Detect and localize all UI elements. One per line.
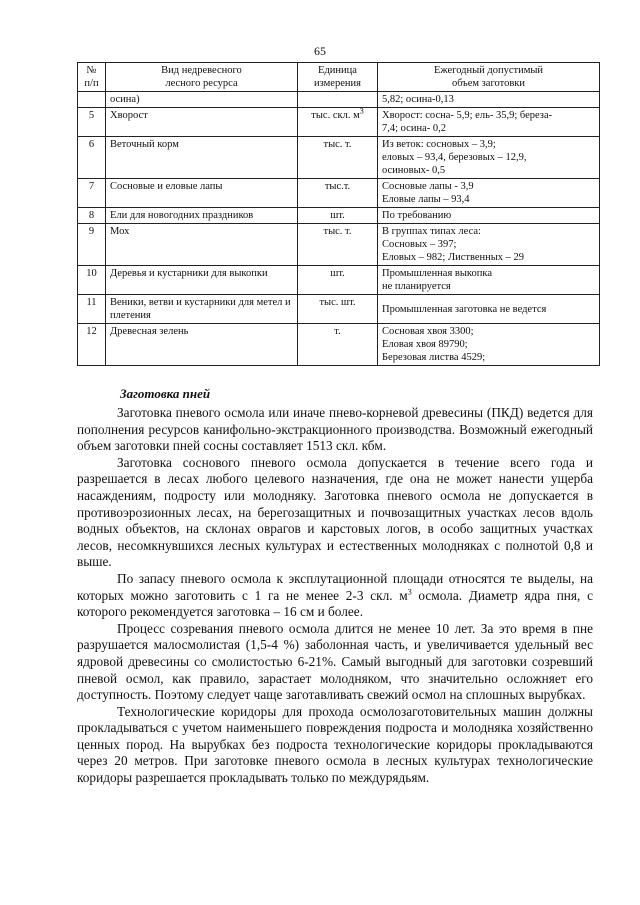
cell-no: 12 — [78, 324, 106, 366]
cell-kind: Древесная зелень — [106, 324, 298, 366]
page-number: 65 — [314, 44, 326, 58]
header-volume: Ежегодный допустимый объем заготовки — [378, 63, 600, 92]
paragraph: Процесс созревания пневого осмола длится не менее 10 лет. За это время в пне разрушается малосмолистая (1,5-4 %) заболонная часть, и увеличивается удельный вес ядровой древесины со смолистостью 6-21%. Самый выгодный для заготовки созревший пневой осмол, как правило, зарастает молодняком, что значительно осложняет его доступность. Поэтому следует чаще заготавливать свежий осмол на сплошных вырубках. — [77, 620, 593, 703]
table-row — [78, 324, 600, 366]
table-row — [78, 224, 600, 266]
cell-kind: Веники, ветви и кустарники для метел и плетения — [106, 295, 298, 324]
cell-unit: шт. — [298, 266, 378, 295]
table-row — [78, 137, 600, 179]
cell-kind: Веточный корм — [106, 137, 298, 179]
resource-table — [77, 62, 600, 366]
cell-volume: Сосновые лапы - 3,9 Еловые лапы – 93,4 — [378, 179, 600, 208]
table-row — [78, 208, 600, 224]
cell-no: 6 — [78, 137, 106, 179]
table-header-row — [78, 63, 600, 92]
cell-unit: т. — [298, 324, 378, 366]
cell-volume: По требованию — [378, 208, 600, 224]
paragraph: Заготовка соснового пневого осмола допускается в течение всего года и разрешается в лесах любого целевого назначения, где она не может нанести ущерба насаждениям, подросту или молоднякy. Заготовка пневого осмола не допускается в противоэрозионных лесах, на берегозащитных и почвозащитных участках лесов вдоль водных объектов, на склонах оврагов и карстовых логов, в особо защитных участках лесов, несомкнувшихся лесных культурах и естественных молодняках с полнотой 0,8 и выше. — [77, 454, 593, 570]
cell-unit: тыс. т. — [298, 224, 378, 266]
section-body — [77, 405, 593, 787]
cell-no: 11 — [78, 295, 106, 324]
cell-no: 5 — [78, 108, 106, 137]
cell-no: 9 — [78, 224, 106, 266]
paragraph: Заготовка пневого осмола или иначе пнево-корневой древесины (ПКД) ведется для пополнения ресурсов канифольно-экстракционного производства. Возможный ежегодный объем заготовки пней сосны составляет 1513 скл. кбм. — [77, 405, 593, 454]
cell-kind: Ели для новогодних праздников — [106, 208, 298, 224]
cell-unit: тыс. шт. — [298, 295, 378, 324]
cell-volume: Из веток: сосновых – 3,9; еловых – 93,4, березовых – 12,9, осиновых- 0,5 — [378, 137, 600, 179]
cell-volume: Хворост: сосна- 5,9; ель- 35,9; береза- 7,4; осина- 0,2 — [378, 108, 600, 137]
cell-kind: осина) — [106, 92, 298, 108]
cell-volume: В группах типах леса: Сосновых – 397; Еловых – 982; Лиственных – 29 — [378, 224, 600, 266]
section-title: Заготовка пней — [120, 386, 211, 401]
table-row — [78, 295, 600, 324]
table-row — [78, 108, 600, 137]
cell-kind: Сосновые и еловые лапы — [106, 179, 298, 208]
cell-kind: Мох — [106, 224, 298, 266]
table-row — [78, 179, 600, 208]
paragraph: По запасу пневого осмола к эксплутационной площади относятся те выделы, на которых можно заготовить с 1 га не менее 2-3 скл. $м^3$ осмола. Диаметр ядра пня, с которого рекомендуется заготовка – 16 см и более. — [77, 570, 593, 620]
cell-unit: тыс. т. — [298, 137, 378, 179]
header-unit: Единица измерения — [298, 63, 378, 92]
table-row-carry — [78, 92, 600, 108]
cell-kind: Деревья и кустарники для выкопки — [106, 266, 298, 295]
header-no: № п/п — [78, 63, 106, 92]
cell-no: 8 — [78, 208, 106, 224]
cell-kind: Хворост — [106, 108, 298, 137]
cell-volume: Промышленная выкопка не планируется — [378, 266, 600, 295]
cell-unit: шт. — [298, 208, 378, 224]
cell-no: 10 — [78, 266, 106, 295]
cell-unit: тыс.т. — [298, 179, 378, 208]
header-kind: Вид недревесного лесного ресурса — [106, 63, 298, 92]
cell-volume: Промышленная заготовка не ведется — [378, 295, 600, 324]
cell-unit: тыс. скл. $м^3$ — [298, 108, 378, 137]
paragraph: Технологические коридоры для прохода осмолозаготовительных машин должны прокладываться с учетом наименьшего повреждения подроста и молодняка хозяйственно ценных пород. На вырубках без подроста технологические коридоры прокладываются через 20 метров. При заготовке пневого осмола в лесных культурах технологические коридоры разрешается прокладывать только по междурядьям. — [77, 703, 593, 786]
cell-volume: 5,82; осина-0,13 — [378, 92, 600, 108]
cell-no: 7 — [78, 179, 106, 208]
cell-volume: Сосновая хвоя 3300; Еловая хвоя 89790; Березовая листва 4529; — [378, 324, 600, 366]
table-row — [78, 266, 600, 295]
